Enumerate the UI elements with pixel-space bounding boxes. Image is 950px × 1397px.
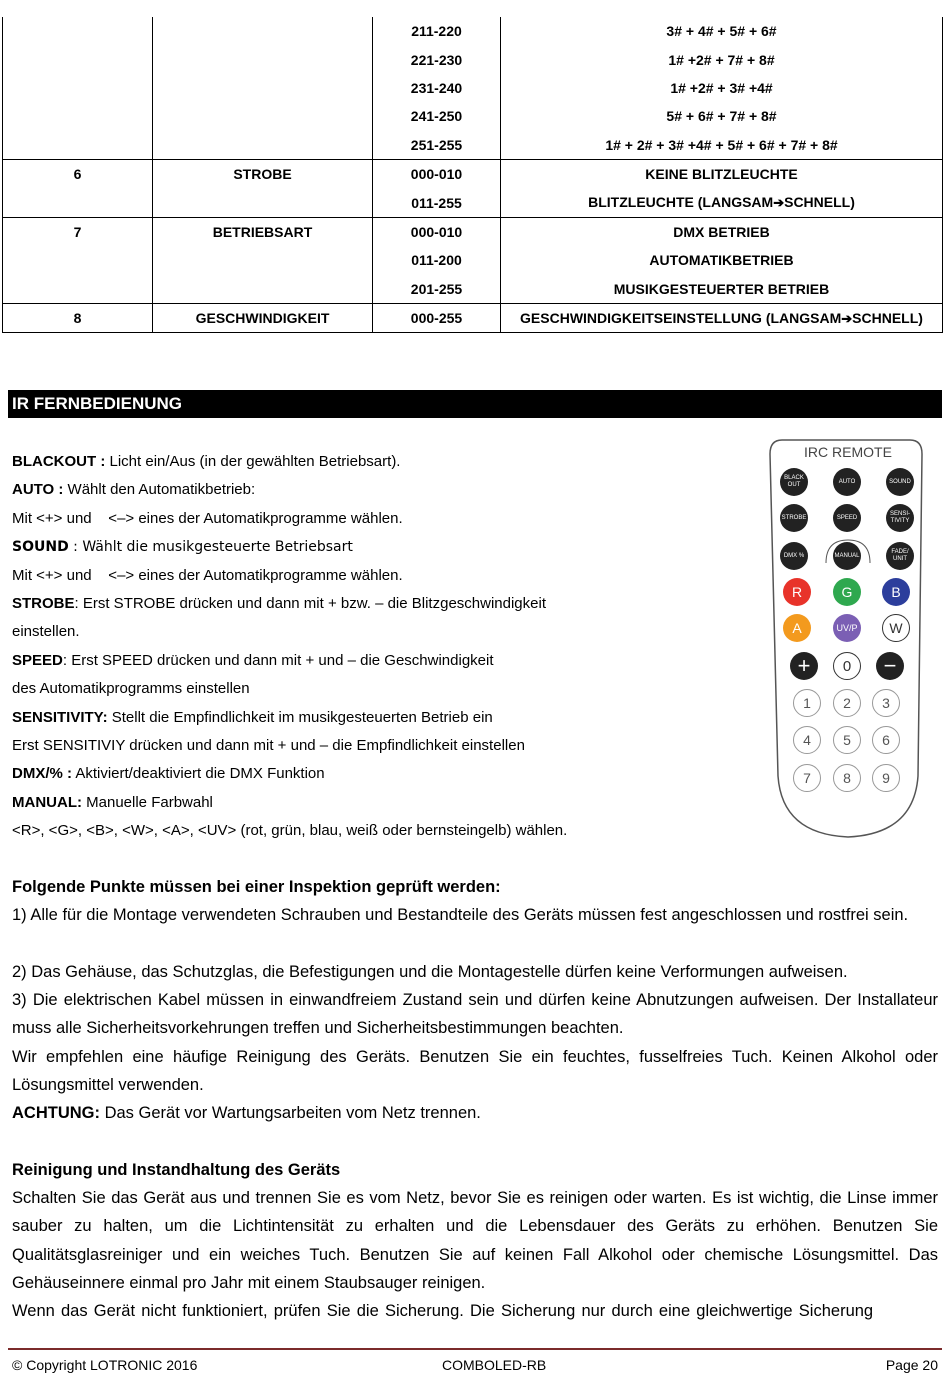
item-text: Stellt die Empfindlichkeit im musikgesteuerten Betrieb ein [107,708,493,726]
red-button[interactable]: R [783,578,811,606]
number-8-button[interactable]: 8 [833,764,861,792]
cell-value: 231-240 [373,74,501,102]
dmx-channel-table [2,17,943,333]
number-7-button[interactable]: 7 [793,764,821,792]
dmx-button[interactable]: DMX % [780,542,808,570]
cleaning-paragraph: Schalten Sie das Gerät aus und trennen Sie es vom Netz, bevor Sie es reinigen oder warten. Es ist wichtig, die Linse immer sauber zu halten, um die Lichtintensität zu erhalten und die Lebensdauer des Geräts zu erhöhen. Benutzen Sie Qualitätsglasreiniger und ein weiches Tuch. Benutzen Sie auf keinen Fall Alkohol oder chemische Lösungsmittel. Das Gehäuseinnere einmal pro Jahr mit einem Staubsauger reinigen. [12,1189,938,1293]
number-6-button[interactable]: 6 [872,726,900,754]
blackout-button[interactable]: BLACK OUT [780,468,808,496]
speed-button[interactable]: SPEED [833,504,861,532]
item-label: DMX/% : [12,765,72,783]
cell-channel: 7 [3,217,153,246]
plus-button[interactable]: + [790,652,818,680]
manual-button[interactable]: MANUAL [833,542,861,570]
cell-channel [3,275,153,304]
item-label: AUTO : [12,481,64,499]
cell-description: 3# + 4# + 5# + 6# [501,17,943,45]
number-4-button[interactable]: 4 [793,726,821,754]
cell-function [153,102,373,130]
inspection-point-1: 1) Alle für die Montage verwendeten Schrauben und Bestandteile des Geräts müssen fest angeschlossen und rostfrei sein. [12,906,909,924]
cell-channel [3,246,153,274]
cell-function [153,275,373,304]
desc-part: SCHNELL) [852,309,923,326]
cell-function: STROBE [153,159,373,188]
cell-channel [3,131,153,160]
table-row [3,159,943,188]
item-label: BLACKOUT : [12,453,106,470]
cell-value: 011-200 [373,246,501,274]
table-row [3,303,943,332]
cell-description: AUTOMATIKBETRIEB [501,246,943,274]
amber-button[interactable]: A [783,614,811,642]
list-item: Mit <+> und <–> eines der Automatikprogramme wählen. [12,566,403,584]
arrow-icon: ➔ [841,310,853,326]
item-text: Aktiviert/deaktiviert die DMX Funktion [72,765,325,783]
cell-description: 1# +2# + 3# +4# [501,74,943,102]
list-item [12,448,752,476]
cleaning-heading: Reinigung und Instandhaltung des Geräts [12,1161,341,1179]
cell-description: KEINE BLITZLEUCHTE [501,159,943,188]
warning-label: ACHTUNG: [12,1104,100,1122]
item-text: Manuelle Farbwahl [81,793,213,811]
cell-value: 221-230 [373,45,501,73]
uv-button[interactable]: UV/P [833,614,861,642]
desc-part: GESCHWINDIGKEITSEINSTELLUNG (LANGSAM [520,309,842,326]
list-item: Mit <+> und <–> eines der Automatikprogramme wählen. [12,509,403,527]
cell-function [153,45,373,73]
number-3-button[interactable]: 3 [872,689,900,717]
item-text: : Wählt die musikgesteuerte Betriebsart [68,539,353,556]
item-label: SOUND [12,539,69,556]
zero-button[interactable]: 0 [833,652,861,680]
cell-channel [3,17,153,45]
cell-channel: 8 [3,303,153,332]
footer-page-number: Page 20 [885,1357,938,1373]
cell-description: 1# + 2# + 3# +4# + 5# + 6# + 7# + 8# [501,131,943,160]
number-2-button[interactable]: 2 [833,689,861,717]
fuse-paragraph: Wenn das Gerät nicht funktioniert, prüfen Sie die Sicherung. Die Sicherung nur durch eine gleichwertige Sicherung [12,1302,874,1320]
cell-value: 000-010 [373,159,501,188]
cell-description: 5# + 6# + 7# + 8# [501,102,943,130]
auto-button[interactable]: AUTO [833,468,861,496]
list-item: einstellen. [12,623,80,641]
cell-function [153,188,373,217]
footer-model: COMBOLED-RB [442,1357,547,1373]
cell-description: DMX BETRIEB [501,217,943,246]
cleaning-recommendation: Wir empfehlen eine häufige Reinigung des Geräts. Benutzen Sie ein feuchtes, fusselfreies Tuch. Keinen Alkohol oder Lösungsmittel verwenden. [12,1048,938,1095]
desc-part: BLITZLEUCHTE (LANGSAM [588,194,774,211]
section-header: IR FERNBEDIENUNG [8,390,942,418]
strobe-button[interactable]: STROBE [780,504,808,532]
fade-button[interactable]: FADE/ UNIT [886,542,914,570]
item-text: Wählt den Automatikbetrieb: [63,481,256,499]
table-row [3,102,943,130]
list-item: <R>, <G>, <B>, <W>, <A>, <UV> (rot, grün, blau, weiß oder bernsteingelb) wählen. [12,822,568,840]
footer-divider [8,1348,942,1350]
cell-description [501,188,943,217]
cell-function [153,74,373,102]
cell-value: 251-255 [373,131,501,160]
number-1-button[interactable]: 1 [793,689,821,717]
cell-value: 011-255 [373,188,501,217]
cell-value: 000-010 [373,217,501,246]
cell-function [153,131,373,160]
white-button[interactable]: W [882,614,910,642]
inspection-heading: Folgende Punkte müssen bei einer Inspektion geprüft werden: [12,878,501,896]
list-item [12,647,752,675]
item-label: MANUAL: [12,793,82,811]
cell-value: 201-255 [373,275,501,304]
inspection-point-2: 2) Das Gehäuse, das Schutzglas, die Befestigungen und die Montagestelle dürfen keine Verformungen aufweisen. [12,963,848,981]
list-item [12,789,752,817]
warning-line [12,1099,938,1127]
remote-function-list [12,448,752,845]
remote-title: IRC REMOTE [804,444,892,460]
list-item [12,533,752,561]
list-item [12,704,752,732]
cell-channel [3,102,153,130]
desc-part: SCHNELL) [784,194,855,211]
item-text: : Erst STROBE drücken und dann mit + bzw. – die Blitzgeschwindigkeit [74,594,546,612]
number-5-button[interactable]: 5 [833,726,861,754]
cell-value: 000-255 [373,303,501,332]
list-item [12,590,752,618]
table-row [3,74,943,102]
blue-button[interactable]: B [882,578,910,606]
cell-channel [3,45,153,73]
list-item [12,760,752,788]
cell-function: BETRIEBSART [153,217,373,246]
cell-channel [3,74,153,102]
cell-function [153,17,373,45]
cell-function [153,246,373,274]
table-row [3,217,943,246]
list-item [12,476,752,504]
table-row [3,45,943,73]
table-row [3,246,943,274]
cell-function: GESCHWINDIGKEIT [153,303,373,332]
cell-value: 211-220 [373,17,501,45]
sound-button[interactable]: SOUND [886,468,914,496]
cell-channel: 6 [3,159,153,188]
cell-description: 1# +2# + 7# + 8# [501,45,943,73]
sensitivity-button[interactable]: SENSI- TIVITY [886,504,914,532]
table-row [3,275,943,304]
table-row [3,17,943,45]
item-label: SENSITIVITY: [12,708,108,726]
arrow-icon: ➔ [773,195,785,211]
inspection-point-3: 3) Die elektrischen Kabel müssen in einwandfreiem Zustand sein und dürfen keine Abnutzungen aufweisen. Der Installateur muss alle Sicherheitsvorkehrungen treffen und Sicherheitsbestimmungen beachten. [12,991,938,1038]
minus-button[interactable]: − [876,652,904,680]
item-text: Licht ein/Aus (in der gewählten Betriebsart). [105,453,401,470]
cell-description [501,303,943,332]
cell-value: 241-250 [373,102,501,130]
item-label: STROBE [12,594,75,612]
green-button[interactable]: G [833,578,861,606]
ir-remote-illustration [768,436,918,836]
cell-description: MUSIKGESTEUERTER BETRIEB [501,275,943,304]
list-item: des Automatikprogramms einstellen [12,680,250,698]
list-item: Erst SENSITIVIY drücken und dann mit + und – die Empfindlichkeit einstellen [12,736,525,754]
warning-text: Das Gerät vor Wartungsarbeiten vom Netz trennen. [100,1104,481,1122]
cell-channel [3,188,153,217]
item-label: SPEED [12,651,63,669]
footer-copyright: © Copyright LOTRONIC 2016 [12,1357,198,1373]
table-row [3,188,943,217]
table-row [3,131,943,160]
number-9-button[interactable]: 9 [872,764,900,792]
item-text: : Erst SPEED drücken und dann mit + und – die Geschwindigkeit [62,651,494,669]
